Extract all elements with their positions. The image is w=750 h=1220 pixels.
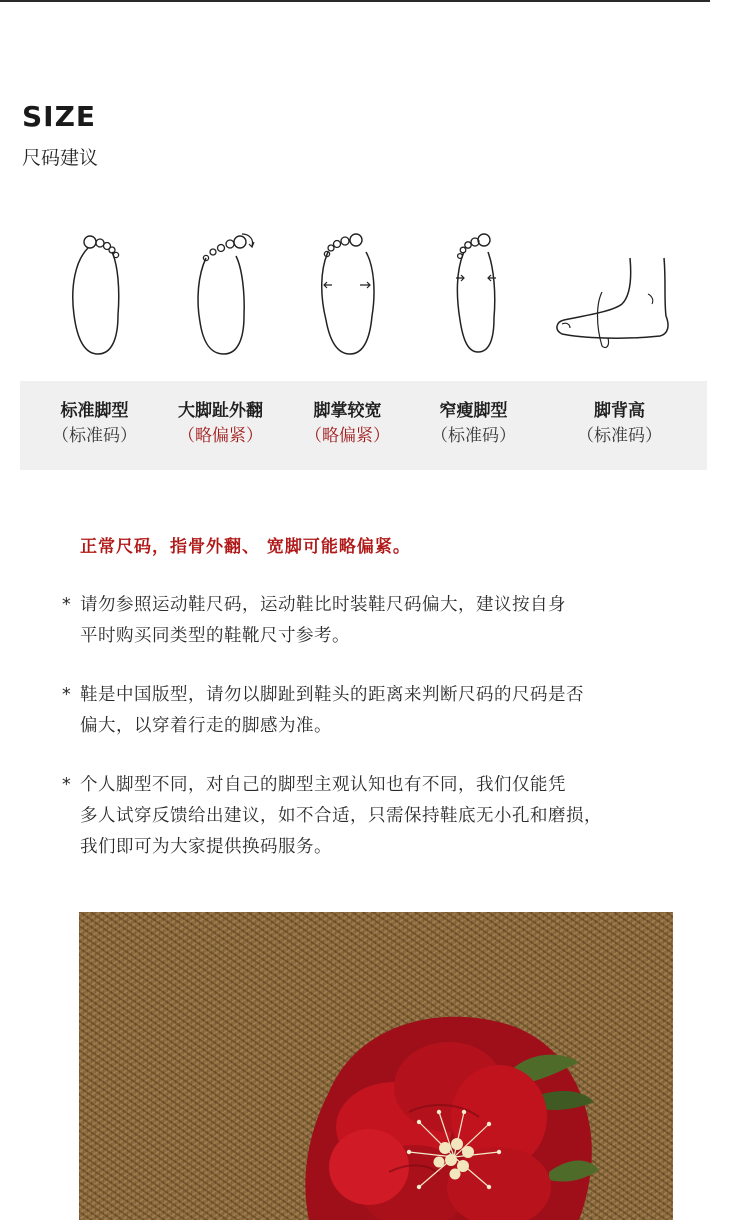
wide-foot-icon <box>318 230 380 358</box>
note-exchange-service <box>62 770 682 863</box>
bunion-foot-icon <box>192 230 258 358</box>
foot-type-fit: （标准码） <box>52 426 137 446</box>
note-bullet: * <box>62 775 72 795</box>
foot-type-table <box>20 381 707 470</box>
foot-type-name: 标准脚型 <box>60 401 129 421</box>
note-line: 偏大，以穿着行走的脚感为准。 <box>80 716 332 736</box>
standard-foot-icon <box>68 230 128 358</box>
foot-type-name: 窄瘦脚型 <box>439 401 508 421</box>
foot-type-standard <box>26 399 163 449</box>
top-divider <box>0 0 710 2</box>
note-line: 鞋是中国版型，请勿以脚趾到鞋头的距离来判断尺码的尺码是否 <box>80 685 584 705</box>
narrow-foot-icon <box>448 230 506 358</box>
note-sports-shoes <box>62 590 682 652</box>
note-bullet: * <box>62 595 72 615</box>
foot-type-fit: （标准码） <box>577 426 662 446</box>
note-line: 多人试穿反馈给出建议，如不合适，只需保持鞋底无小孔和磨损， <box>80 806 602 826</box>
note-line: 平时购买同类型的鞋靴尺寸参考。 <box>80 626 350 646</box>
note-line: 请勿参照运动鞋尺码，运动鞋比时装鞋尺码偏大，建议按自身 <box>80 595 566 615</box>
foot-type-fit: （标准码） <box>431 426 516 446</box>
note-line: 个人脚型不同，对自己的脚型主观认知也有不同，我们仅能凭 <box>80 775 566 795</box>
size-subheading: 尺码建议 <box>22 147 99 169</box>
foot-type-name: 大脚趾外翻 <box>178 401 263 421</box>
foot-type-name: 脚掌较宽 <box>313 401 382 421</box>
foot-type-high-instep <box>551 399 688 449</box>
foot-type-narrow <box>405 399 542 449</box>
product-photo <box>79 912 673 1220</box>
foot-type-fit: （略偏紧） <box>305 426 390 446</box>
high-instep-foot-icon <box>552 230 672 358</box>
fit-warning: 正常尺码，指骨外翻、 宽脚可能略偏紧。 <box>80 537 411 557</box>
foot-type-wide <box>279 399 416 449</box>
foot-type-name: 脚背高 <box>594 401 645 421</box>
foot-illustrations <box>20 230 707 370</box>
note-chinese-sizing <box>62 680 682 742</box>
note-line: 我们即可为大家提供换码服务。 <box>80 837 332 857</box>
foot-type-bunion <box>152 399 289 449</box>
size-heading: SIZE <box>22 100 97 133</box>
note-bullet: * <box>62 685 72 705</box>
foot-type-fit: （略偏紧） <box>178 426 263 446</box>
